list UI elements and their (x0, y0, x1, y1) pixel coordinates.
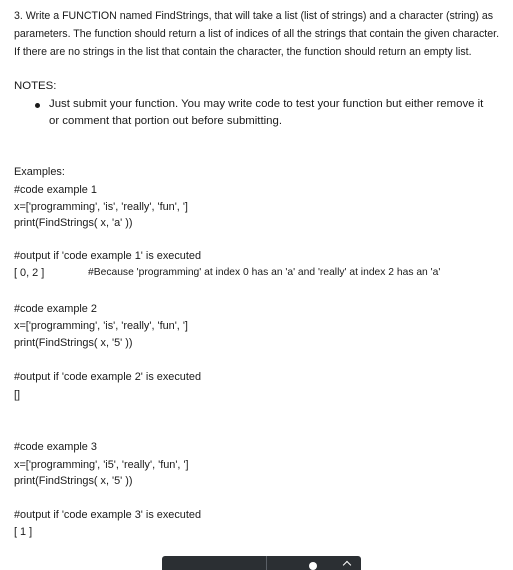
question-line-3: If there are no strings in the list that contain the character, the function should return an empty list. (14, 46, 472, 58)
notes-bullet-line-1: Just submit your function. You may write code to test your function but either remove it (49, 98, 484, 110)
example-2-call-line: print(FindStrings( x, '5' )) (14, 337, 133, 349)
example-3-output: [ 1 ] (14, 526, 33, 538)
notes-bullet-line-2: or comment that portion out before submitting. (49, 115, 282, 127)
example-1-output-comment: #Because 'programming' at index 0 has an 'a' and 'really' at index 2 has an 'a' (88, 267, 441, 278)
example-2-output: [] (14, 389, 21, 401)
example-3-call-line: print(FindStrings( x, '5' )) (14, 475, 133, 487)
example-2-title: #code example 2 (14, 303, 97, 315)
examples-heading: Examples: (14, 166, 65, 178)
circle-icon[interactable] (309, 562, 317, 570)
example-3-list-line: x=['programming', 'i5', 'really', 'fun', '] (14, 459, 189, 471)
example-1-output: [ 0, 2 ] (14, 267, 45, 279)
example-3-title: #code example 3 (14, 441, 97, 453)
example-1-call-line: print(FindStrings( x, 'a' )) (14, 217, 133, 229)
question-line-1: 3. Write a FUNCTION named FindStrings, that will take a list (list of strings) and a character (string) as (14, 10, 494, 22)
example-2-list-line: x=['programming', 'is', 'really', 'fun', '] (14, 320, 188, 332)
example-1-list-line: x=['programming', 'is', 'really', 'fun', '] (14, 201, 188, 213)
example-1-title: #code example 1 (14, 184, 97, 196)
notes-heading: NOTES: (14, 80, 57, 92)
example-1-output-heading: #output if 'code example 1' is executed (14, 250, 201, 262)
bullet-dot (35, 103, 40, 108)
example-3-output-heading: #output if 'code example 3' is executed (14, 509, 201, 521)
example-2-output-heading: #output if 'code example 2' is executed (14, 371, 201, 383)
question-line-2: parameters. The function should return a list of indices of all the strings that contain the given character. (14, 28, 500, 40)
